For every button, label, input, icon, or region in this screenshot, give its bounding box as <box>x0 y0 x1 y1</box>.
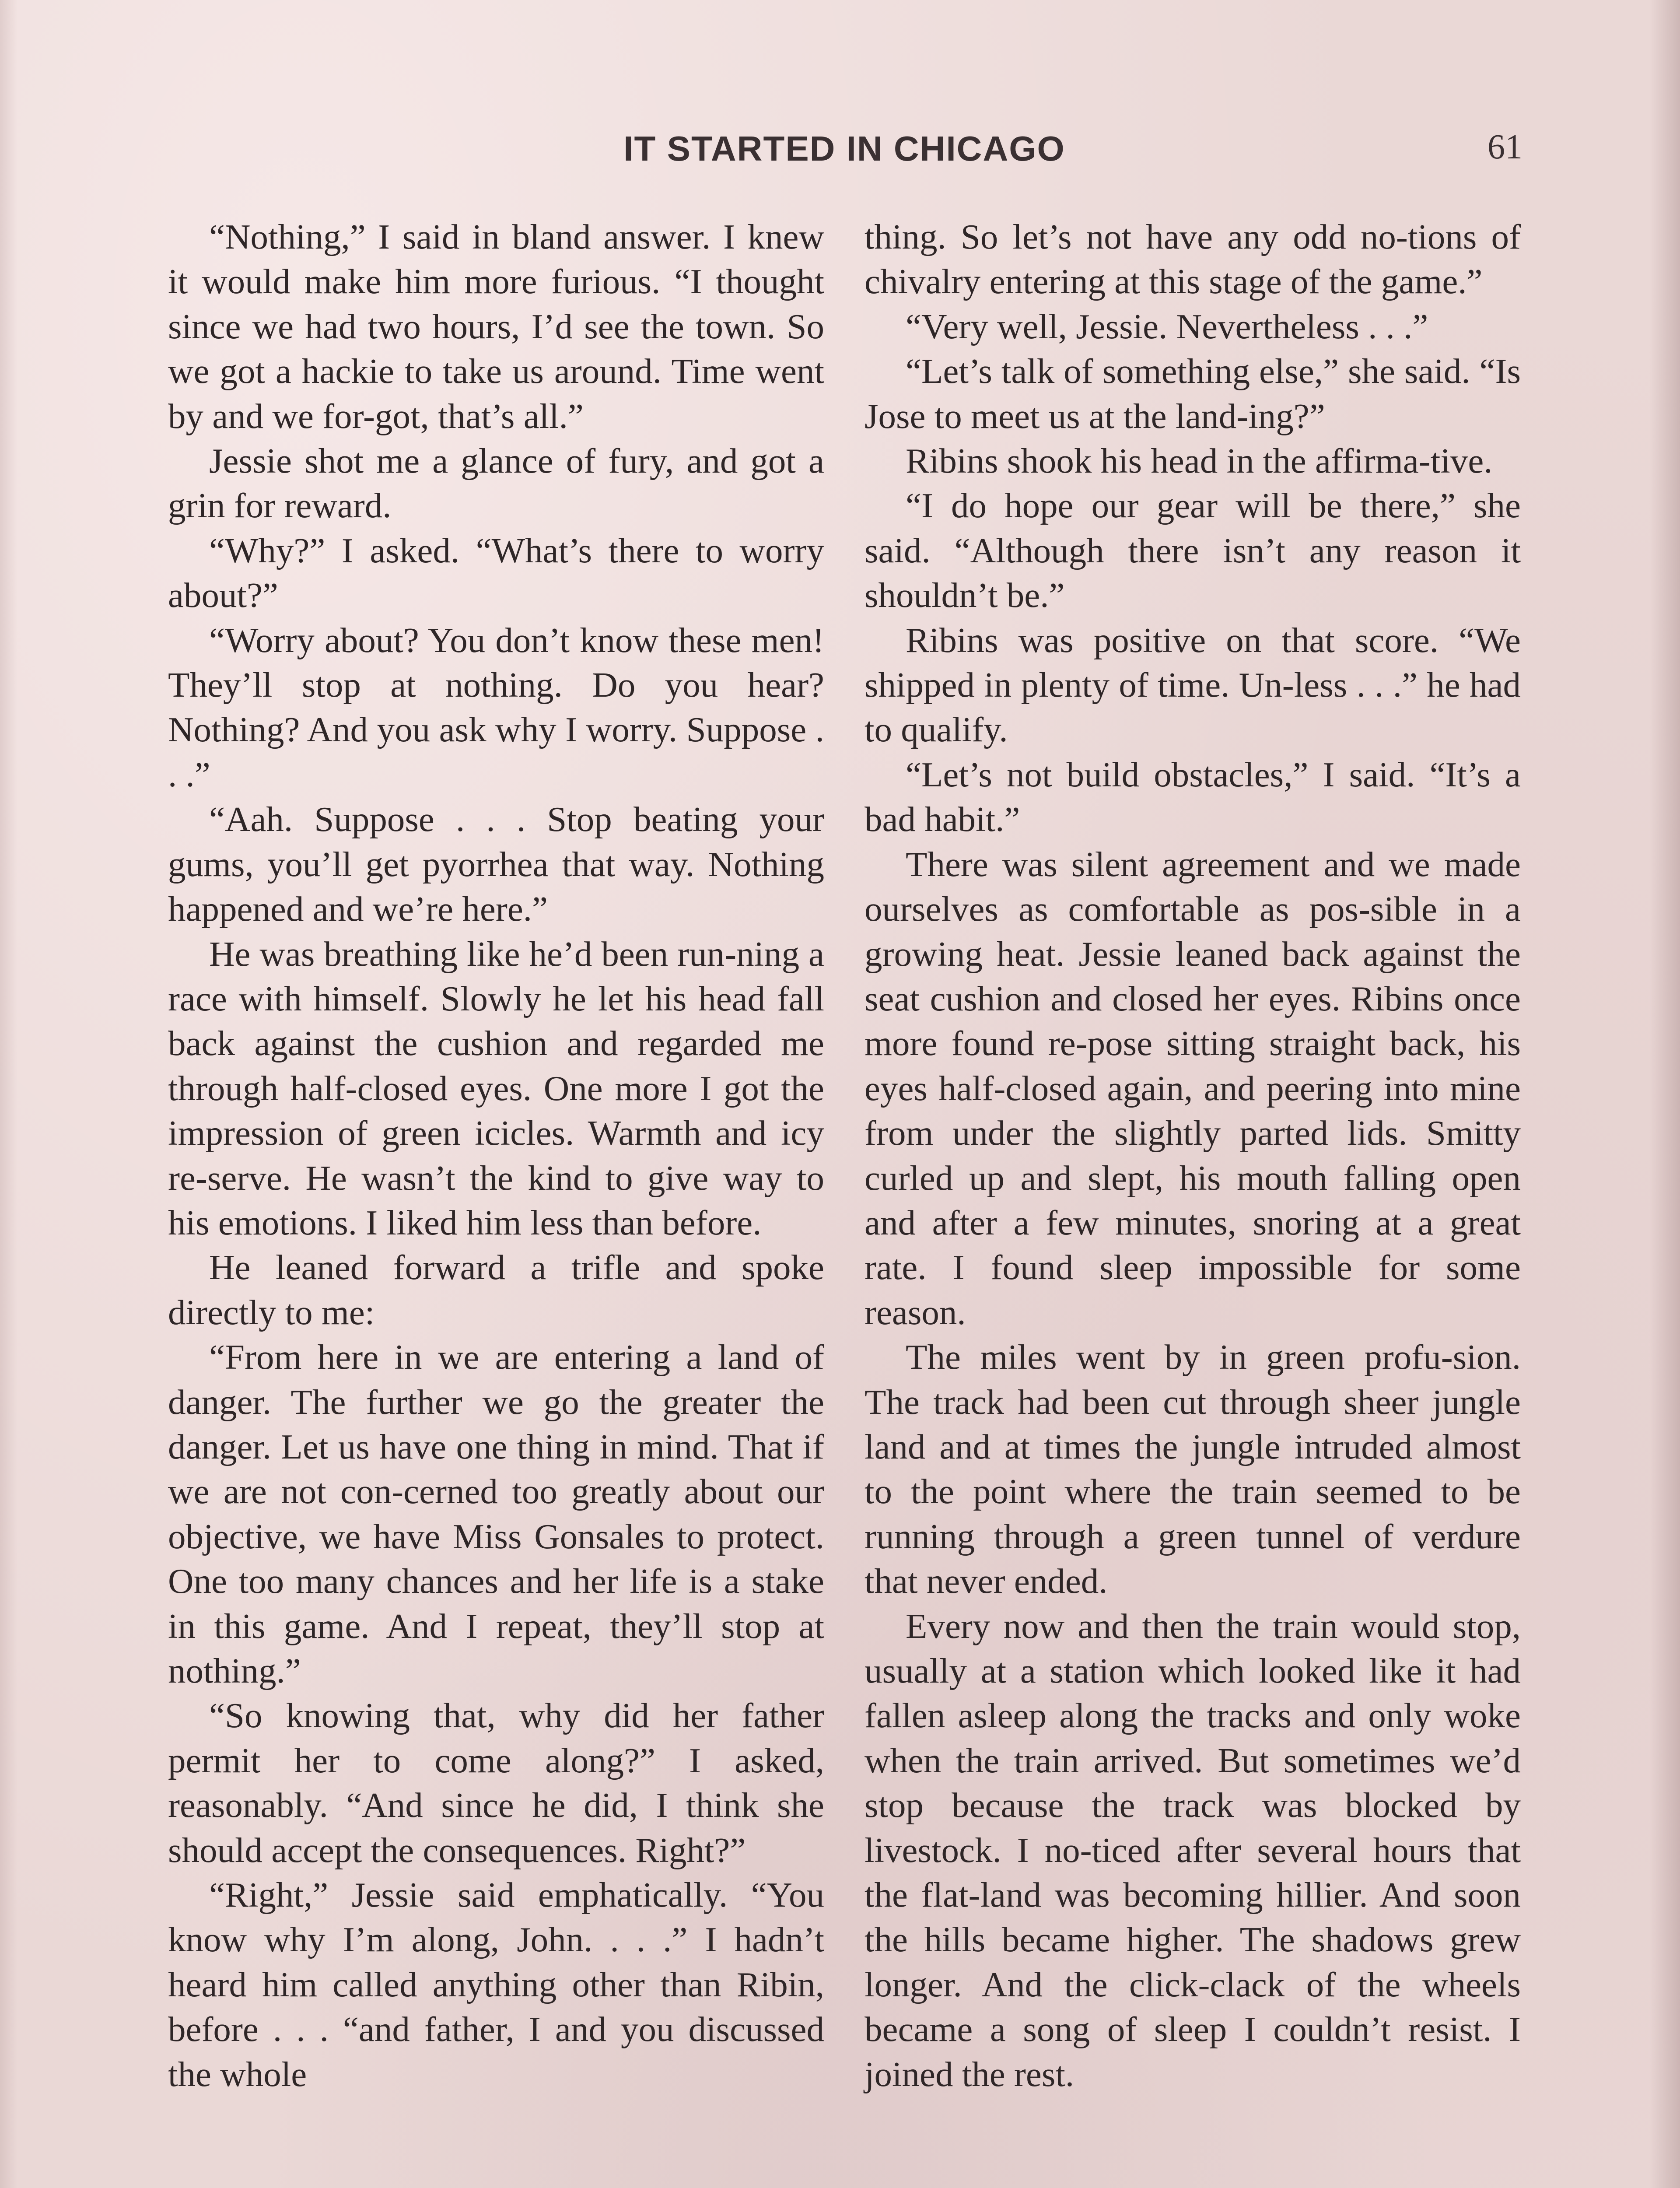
page-edge-shadow-right <box>1649 0 1680 2188</box>
paragraph: The miles went by in green profu-sion. The track had been cut through sheer jungle land and at times the jungle intruded almost to the point where the train seemed to be running through a green tunnel of verdure that never ended. <box>864 1337 1521 1601</box>
paragraph: “Aah. Suppose . . . Stop beating your gums, you’ll get pyorrhea that way. Nothing happened and we’re here.” <box>168 799 824 929</box>
paragraph: Ribins shook his head in the affirma-tive. <box>906 441 1493 481</box>
continued-paragraph: thing. So let’s not have any odd no-tions of chivalry entering at this stage of the game.” <box>864 217 1521 302</box>
paragraph: “Very well, Jessie. Nevertheless . . .” <box>906 306 1428 346</box>
paragraph: “I do hope our gear will be there,” she said. “Although there isn’t any reason it shouldn’t be.” <box>864 486 1521 615</box>
paragraph: “Let’s not build obstacles,” I said. “It’s a bad habit.” <box>864 754 1521 839</box>
paragraph: He leaned forward a trifle and spoke directly to me: <box>168 1248 824 1332</box>
paragraph: There was silent agreement and we made ourselves as comfortable as pos-sible in a growing heat. Jessie leaned back against the seat cushion and closed her eyes. Ribins once more found re-pose sitting straight back, his eyes half-closed again, and peering into mine from under the slightly parted lids. Smitty curled up and slept, his mouth falling open and after a few minutes, snoring at a great rate. I found sleep impossible for some reason. <box>864 844 1521 1332</box>
paragraph: “Worry about? You don’t know these men! They’ll stop at nothing. Do you hear? Nothing? And you ask why I worry. Suppose . . .” <box>168 620 824 794</box>
paragraph: He was breathing like he’d been run-ning a race with himself. Slowly he let his head fall back against the cushion and regarded me through half-closed eyes. One more I got the impression of green icicles. Warmth and icy re-serve. He wasn’t the kind to give way to his emotions. I liked him less than before. <box>168 934 824 1242</box>
paragraph: Jessie shot me a glance of fury, and got a grin for reward. <box>168 441 824 526</box>
paragraph: Every now and then the train would stop, usually at a station which looked like it had fallen asleep along the tracks and only woke when the train arrived. But sometimes we’d stop because the track was blocked by livestock. I no-ticed after several hours that the flat-land was becoming hillier. And soon the hills became higher. The shadows grew longer. And the click-clack of the wheels became a song of sleep I couldn’t resist. I joined the rest. <box>864 1606 1521 2094</box>
paragraph: Ribins was positive on that score. “We shipped in plenty of time. Un-less . . .” he had to qualify. <box>864 620 1521 750</box>
paragraph: “So knowing that, why did her father permit her to come along?” I asked, reasonably. “And since he did, I think she should accept the consequences. Right?” <box>168 1696 824 1870</box>
paragraph: “From here in we are entering a land of danger. The further we go the greater the danger. Let us have one thing in mind. That if we are not con-cerned too greatly about our objective, we have Miss Gonsales to protect. One too many chances and her life is a stake in this game. And I repeat, they’ll stop at nothing.” <box>168 1337 824 1690</box>
left-column <box>168 214 824 2097</box>
right-column <box>864 214 1521 2097</box>
page-number: 61 <box>1488 128 1522 166</box>
paragraph: “Nothing,” I said in bland answer. I knew it would make him more furious. “I thought since we had two hours, I’d see the town. So we got a hackie to take us around. Time went by and we for-got, that’s all.” <box>168 217 824 436</box>
paragraph: “Why?” I asked. “What’s there to worry about?” <box>168 530 824 615</box>
paragraph: “Let’s talk of something else,” she said. “Is Jose to meet us at the land-ing?” <box>864 351 1521 436</box>
paragraph: “Right,” Jessie said emphatically. “You know why I’m along, John. . . .” I hadn’t heard him called anything other than Ribin, before . . . “and father, I and you discussed the whole <box>168 1875 824 2094</box>
page-edge-shadow-left <box>0 0 18 2188</box>
running-title: IT STARTED IN CHICAGO <box>623 129 1065 168</box>
